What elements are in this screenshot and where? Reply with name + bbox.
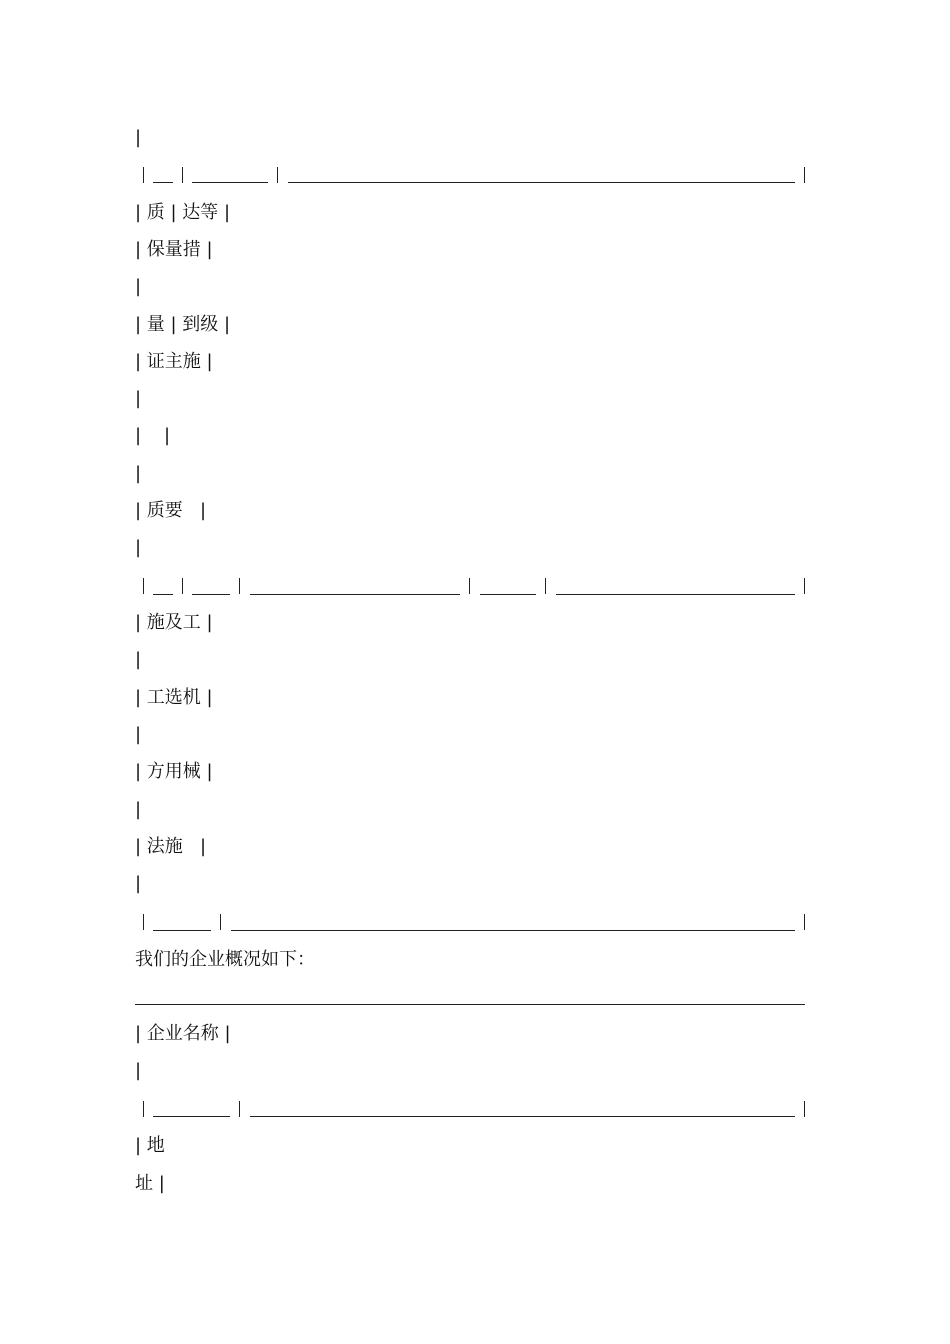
text-line: | 证主施 | — [135, 351, 213, 372]
text-line: | — [135, 873, 142, 894]
text-line: | — [135, 724, 142, 745]
text-line: | — [135, 1060, 142, 1081]
text-line: | 保量措 | — [135, 239, 213, 260]
text-line: 址 | — [135, 1173, 165, 1194]
horizontal-rule — [135, 1004, 805, 1005]
text-line: | — [135, 463, 142, 484]
text-line: | 质 | 达等 | — [135, 202, 231, 223]
text-line: | — [135, 537, 142, 558]
intro-text: 我们的企业概况如下： — [135, 949, 315, 970]
text-line: | 地 — [135, 1135, 165, 1156]
text-line: | 企业名称 | — [135, 1023, 231, 1044]
text-line: | 方用械 | — [135, 761, 213, 782]
text-line: | 质要 | — [135, 500, 207, 521]
text-line: | | — [135, 425, 171, 446]
text-line: | — [135, 799, 142, 820]
text-line: | — [135, 388, 142, 409]
text-line: | 工选机 | — [135, 687, 213, 708]
text-line: | — [135, 127, 142, 148]
text-line: | — [135, 276, 142, 297]
text-line: | 量 | 到级 | — [135, 314, 231, 335]
text-line: | — [135, 649, 142, 670]
text-line: | 法施 | — [135, 836, 207, 857]
text-line: | 施及工 | — [135, 612, 213, 633]
